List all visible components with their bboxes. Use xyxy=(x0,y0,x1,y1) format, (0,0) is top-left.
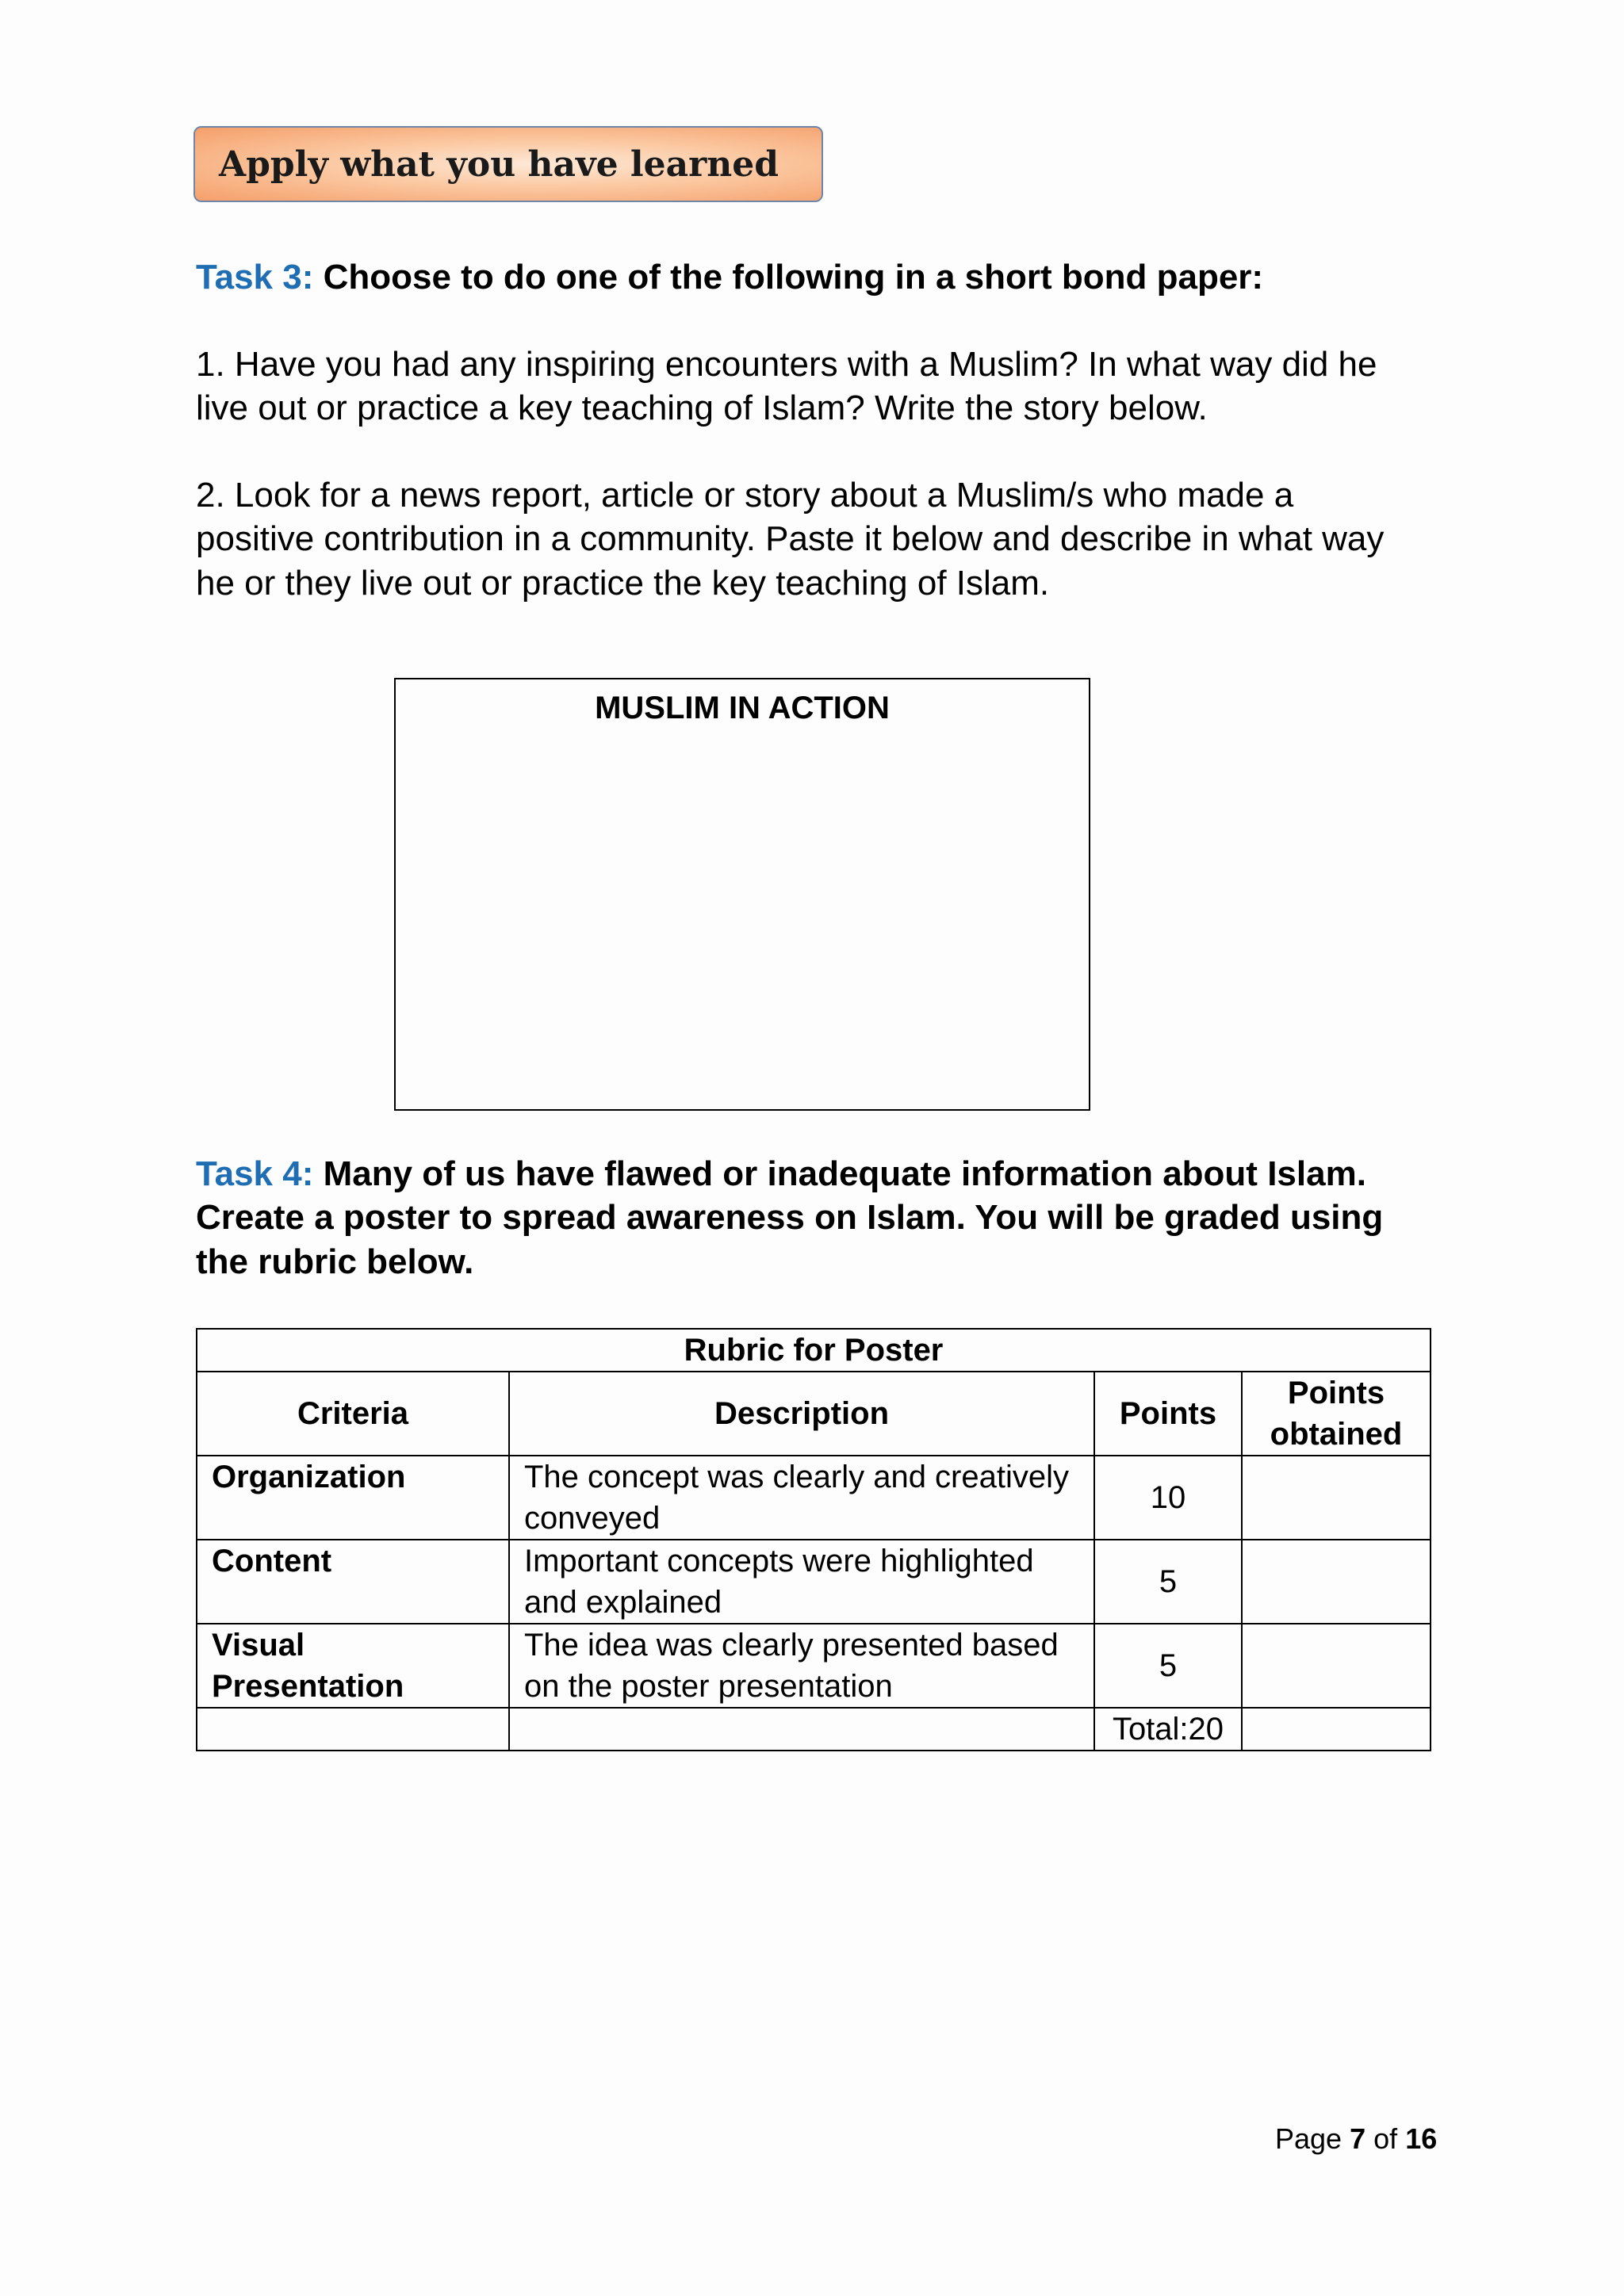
rubric-title-row xyxy=(197,1329,1431,1372)
points-obtained-cell[interactable] xyxy=(1242,1540,1431,1624)
task3-item2-line3: he or they live out or practice the key teaching of Islam. xyxy=(196,564,1050,603)
task3-heading xyxy=(196,255,1263,300)
description-cell: The concept was clearly and creatively conveyed xyxy=(509,1456,1094,1540)
table-row xyxy=(197,1456,1431,1540)
page-word: Page xyxy=(1275,2122,1342,2155)
header-criteria: Criteria xyxy=(197,1372,509,1456)
task3-label: Task 3: xyxy=(196,258,314,297)
header-description: Description xyxy=(509,1372,1094,1456)
table-row xyxy=(197,1540,1431,1624)
criteria-cell: Organization xyxy=(197,1456,509,1540)
description-cell: The idea was clearly presented based on the poster presentation xyxy=(509,1624,1094,1708)
points-obtained-cell[interactable] xyxy=(1242,1456,1431,1540)
total-points: Total:20 xyxy=(1094,1708,1242,1751)
task3-item2-line2: positive contribution in a community. Paste it below and describe in what way xyxy=(196,519,1385,558)
rubric-header-row xyxy=(197,1372,1431,1456)
points-obtained-cell[interactable] xyxy=(1242,1624,1431,1708)
criteria-cell: Content xyxy=(197,1540,509,1624)
task3-item1-line1: 1. Have you had any inspiring encounters with a Muslim? In what way did he xyxy=(196,345,1377,384)
empty-cell xyxy=(509,1708,1094,1751)
page-footer xyxy=(1275,2122,1437,2156)
task4-label: Task 4: xyxy=(196,1154,314,1193)
task3-item1-line2: live out or practice a key teaching of Islam? Write the story below. xyxy=(196,388,1208,427)
apply-banner xyxy=(193,126,823,202)
criteria-cell: Visual Presentation xyxy=(197,1624,509,1708)
header-points: Points xyxy=(1094,1372,1242,1456)
header-points-obtained: Points obtained xyxy=(1242,1372,1431,1456)
empty-cell xyxy=(197,1708,509,1751)
points-cell: 10 xyxy=(1094,1456,1242,1540)
page-total: 16 xyxy=(1405,2122,1438,2155)
action-box-title: MUSLIM IN ACTION xyxy=(595,691,890,725)
of-word: of xyxy=(1373,2122,1398,2155)
rubric-title: Rubric for Poster xyxy=(197,1329,1431,1372)
task4-line2: Create a poster to spread awareness on Islam. You will be graded using xyxy=(196,1198,1384,1237)
task3-instruction: Choose to do one of the following in a short bond paper: xyxy=(323,258,1264,297)
points-cell: 5 xyxy=(1094,1540,1242,1624)
muslim-in-action-box xyxy=(394,678,1090,1111)
table-row xyxy=(197,1624,1431,1708)
task3-item2-line1: 2. Look for a news report, article or story about a Muslim/s who made a xyxy=(196,476,1294,515)
banner-label: Apply what you have learned xyxy=(219,144,779,185)
description-cell: Important concepts were highlighted and explained xyxy=(509,1540,1094,1624)
rubric-table xyxy=(196,1328,1431,1751)
page-number: 7 xyxy=(1350,2122,1366,2155)
rubric-total-row xyxy=(197,1708,1431,1751)
points-cell: 5 xyxy=(1094,1624,1242,1708)
task4-heading xyxy=(196,1152,1366,1196)
task4-line3: the rubric below. xyxy=(196,1242,474,1281)
task4-line1: Many of us have flawed or inadequate information about Islam. xyxy=(323,1154,1366,1193)
total-obtained-cell[interactable] xyxy=(1242,1708,1431,1751)
